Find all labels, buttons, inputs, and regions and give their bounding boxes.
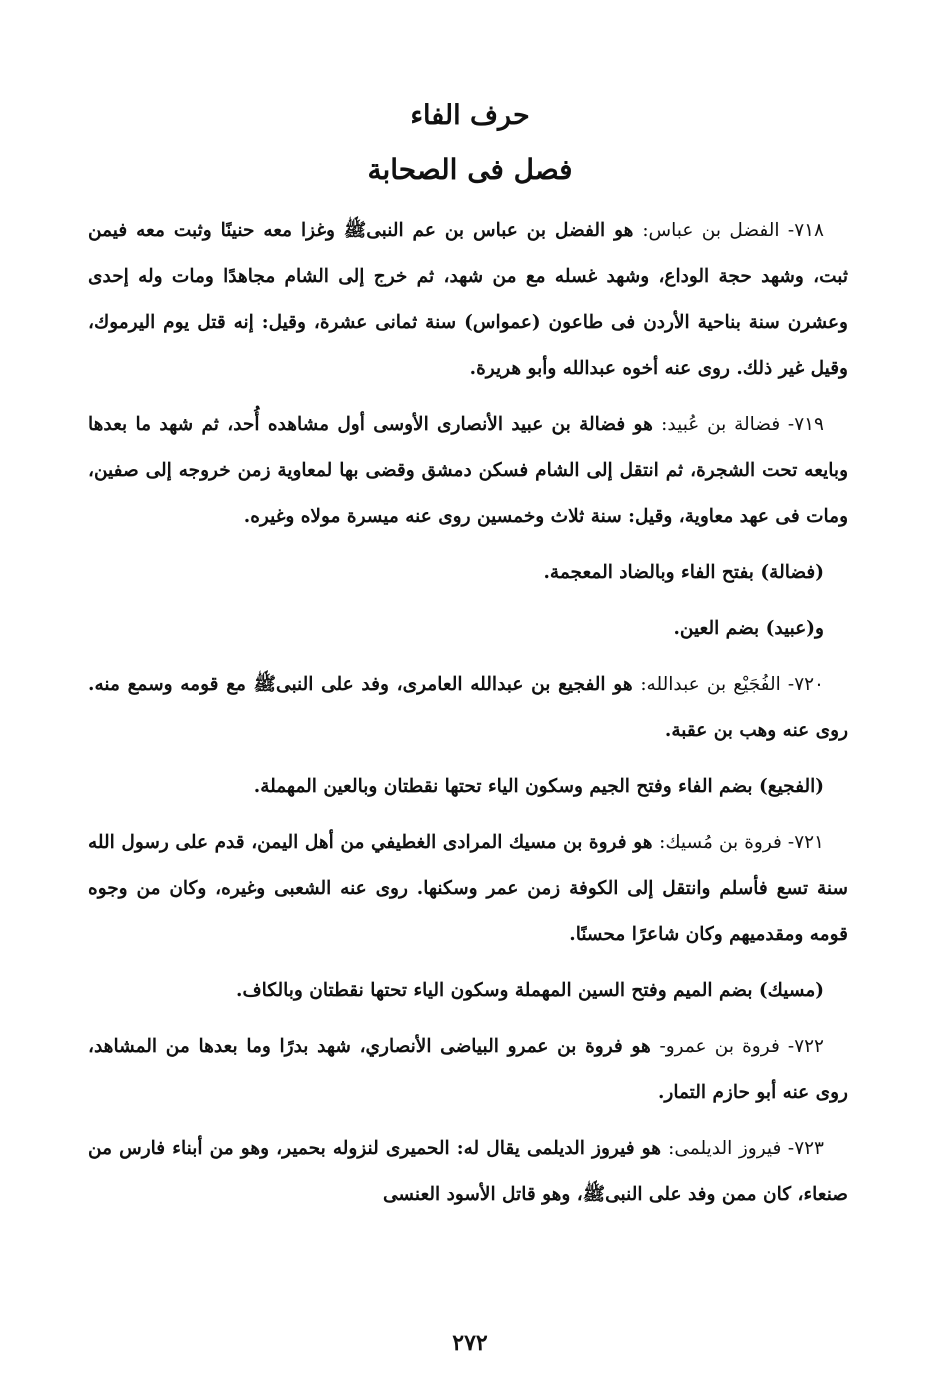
entry-text: هو فروة بن مسيك المرادى الغطيفي من أهل اليمن، قدم على رسول الله سنة تسع فأسلم وانتقل إلى الكوفة زمن عمر وسكنها. روى عنه الشعبى وغيره، وكان من وجوه قومه ومقدميهم وكان شاعرًا محسنًا. [88, 832, 848, 945]
entry-name: ٧٢٢- فروة بن عمرو- [659, 1036, 824, 1057]
entry-name: ٧٢٣- فيروز الديلمى: [668, 1138, 824, 1159]
chapter-subtitle: فصل فى الصحابة [367, 153, 573, 186]
entry-719 [88, 402, 848, 540]
note-text: (الفجيع) بضم الفاء وفتح الجيم وسكون الياء تحتها نقطتان وبالعين المهملة. [253, 776, 824, 797]
entry-text: هو الفضل بن عباس بن عم النبىﷺ وغزا معه حنينًا وثبت معه فيمن ثبت، وشهد حجة الوداع، وشهد غسله مع من شهد، ثم خرج إلى الشام مجاهدًا ومات وله إحدى وعشرن سنة بناحية الأردن فى طاعون (عمواس) سنة ثمانى عشرة، وقيل: إنه قتل يوم اليرموك، وقيل غير ذلك. روى عنه أخوه عبدالله وأبو هريرة. [88, 220, 848, 379]
page-body [88, 208, 848, 1228]
entry-text: هو فضالة بن عبيد الأنصارى الأوسى أول مشاهده أُحد، ثم شهد ما بعدها وبايعه تحت الشجرة، ثم انتقل إلى الشام فسكن دمشق وقضى بها لمعاوية زمن خروجه إلى صفين، ومات فى عهد معاوية، وقيل: سنة ثلاث وخمسين روى عنه ميسرة مولاه وغيره. [88, 414, 848, 527]
page-number: ٢٧٢ [452, 1330, 488, 1356]
entry-name: ٧٢١- فروة بن مُسيك: [659, 832, 824, 853]
spelling-note [88, 606, 848, 652]
entry-text: هو فيروز الديلمى يقال له: الحميرى لنزوله بحمير، وهو من أبناء فارس من صنعاء، كان ممن وفد على النبىﷺ، وهو قاتل الأسود العنسى [88, 1138, 848, 1205]
note-text: (مسيك) بضم الميم وفتح السين المهملة وسكون الياء تحتها نقطتان وبالكاف. [236, 980, 824, 1001]
entry-720 [88, 662, 848, 754]
spelling-note [88, 764, 848, 810]
note-text: و(عبيد) بضم العين. [673, 618, 824, 639]
entry-721 [88, 820, 848, 958]
entry-name: ٧١٩- فضالة بن عُبيد: [661, 414, 824, 435]
spelling-note [88, 968, 848, 1014]
entry-text: هو فروة بن عمرو البياضى الأنصاري، شهد بدرًا وما بعدها من المشاهد، روى عنه أبو حازم التمار. [88, 1036, 848, 1103]
entry-718 [88, 208, 848, 392]
entry-text: هو الفجيع بن عبدالله العامرى، وفد على النبىﷺ مع قومه وسمع منه. روى عنه وهب بن عقبة. [88, 674, 848, 741]
note-text: (فضالة) بفتح الفاء وبالضاد المعجمة. [543, 562, 824, 583]
spelling-note [88, 550, 848, 596]
section-title: حرف الفاء [410, 100, 530, 131]
entry-name: ٧١٨- الفضل بن عباس: [642, 220, 824, 241]
entry-name: ٧٢٠- الفُجَيْع بن عبدالله: [640, 674, 824, 695]
heading-block [80, 96, 860, 190]
entry-722 [88, 1024, 848, 1116]
entry-723 [88, 1126, 848, 1218]
